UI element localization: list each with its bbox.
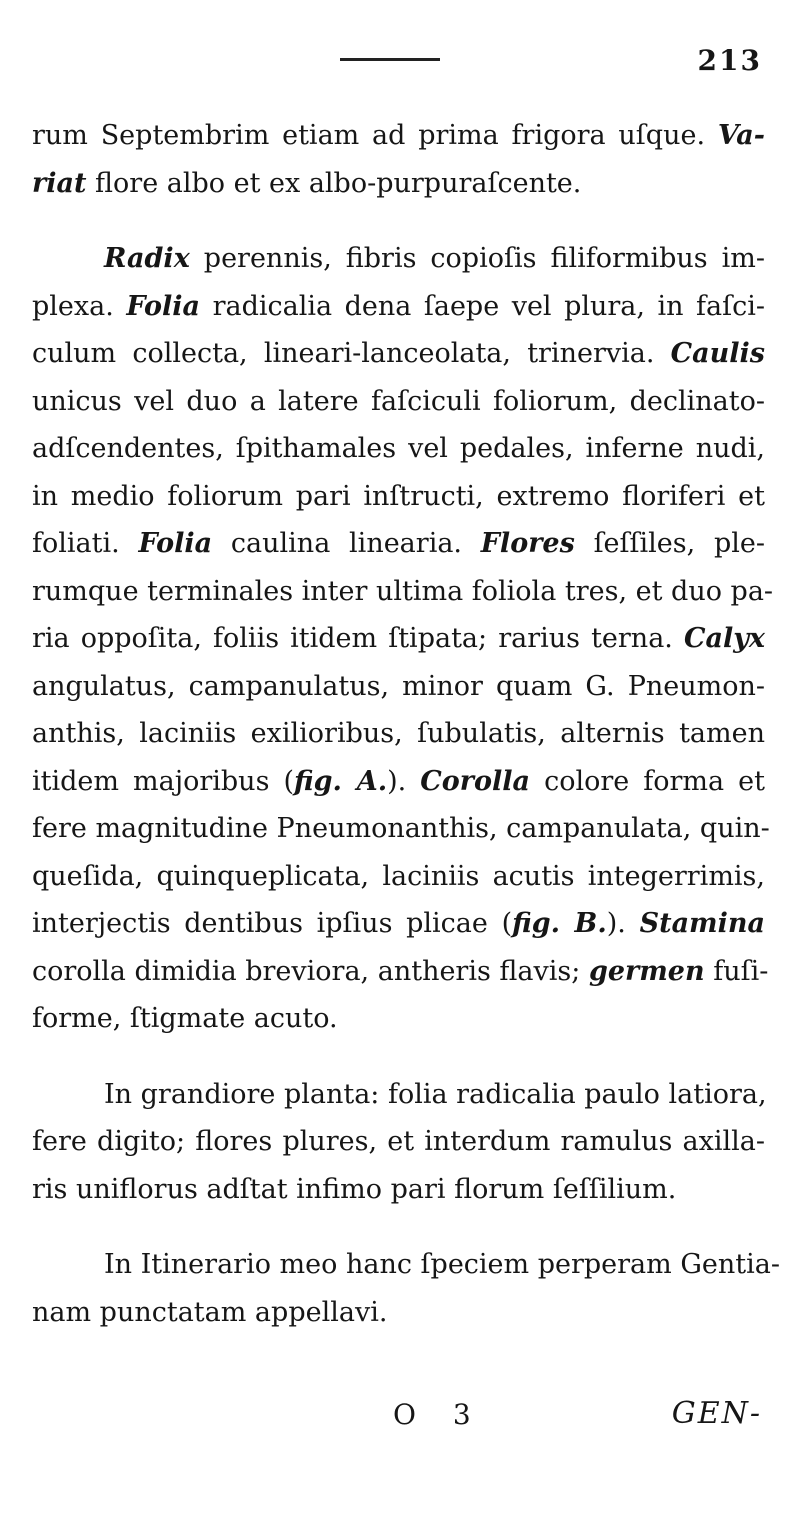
text-run: fere magnitudine Pneumonanthis, campanulata, quin- bbox=[32, 813, 770, 844]
text-run: ria oppoſita, foliis itidem ſtipata; rarius terna. bbox=[32, 623, 684, 654]
text-run: in medio foliorum pari inſtructi, extremo floriferi et bbox=[32, 480, 765, 512]
text-run: caulina linearia. bbox=[212, 528, 481, 559]
text-line bbox=[32, 160, 765, 208]
text-run: nam punctatam appellavi. bbox=[32, 1296, 388, 1328]
italic-term: Va- bbox=[717, 120, 765, 151]
text-run: ). bbox=[387, 765, 421, 797]
text-line bbox=[32, 473, 765, 521]
paragraph-gap bbox=[32, 207, 765, 235]
text-line bbox=[32, 758, 765, 806]
text-run: fere digito; flores plures, et interdum ramulus axilla- bbox=[32, 1126, 765, 1157]
text-run: adſcendentes, ſpithamales vel pedales, inferne nudi, bbox=[32, 433, 765, 464]
italic-term: riat bbox=[32, 167, 87, 199]
text-line bbox=[32, 1118, 765, 1166]
text-line bbox=[32, 710, 765, 758]
paragraph-gap bbox=[32, 1213, 765, 1241]
italic-term: germen bbox=[588, 955, 705, 987]
text-run: flore albo et ex albo-purpuraſcente. bbox=[86, 167, 582, 199]
text-run: itidem majoribus ( bbox=[32, 765, 294, 797]
text-run: angulatus, campanulatus, minor quam G. Pneumon- bbox=[32, 670, 765, 702]
text-run: culum collecta, lineari-lanceolata, trinervia. bbox=[32, 338, 671, 369]
catchword: GEN- bbox=[671, 1396, 762, 1431]
italic-term: Stamina bbox=[639, 908, 766, 939]
paragraph-gap bbox=[32, 1043, 765, 1071]
text-run: In grandiore planta: folia radicalia paulo latiora, bbox=[104, 1078, 767, 1110]
text-run: In Itinerario meo hanc ſpeciem perperam Gentia- bbox=[104, 1249, 780, 1280]
italic-term: Folia bbox=[126, 290, 201, 322]
text-line bbox=[32, 853, 765, 901]
text-run: fuſi- bbox=[704, 955, 769, 987]
italic-term: Caulis bbox=[670, 338, 765, 369]
text-run: ). bbox=[606, 908, 640, 939]
italic-term: Flores bbox=[480, 528, 575, 559]
page-number: 213 bbox=[697, 44, 762, 77]
text-run: rum Septembrim etiam ad prima frigora uſque. bbox=[32, 120, 718, 151]
text-run: foliati. bbox=[32, 528, 139, 559]
text-line bbox=[32, 378, 765, 426]
italic-term: fig. A. bbox=[294, 765, 388, 797]
text-run: interjectis dentibus ipſius plicae ( bbox=[32, 908, 513, 939]
text-line bbox=[32, 1166, 765, 1214]
text-run: plexa. bbox=[32, 290, 127, 322]
signature-mark: O 3 bbox=[393, 1398, 485, 1431]
italic-term: Folia bbox=[138, 528, 213, 559]
text-line bbox=[32, 948, 769, 996]
paragraph bbox=[32, 1241, 780, 1336]
italic-term: Calyx bbox=[683, 623, 765, 654]
text-run: ſeſſiles, ple- bbox=[574, 528, 765, 559]
text-line bbox=[32, 520, 765, 568]
body-text bbox=[32, 112, 780, 1336]
text-run: colore forma et bbox=[530, 765, 765, 797]
text-run: radicalia dena ſaepe vel plura, in faſci- bbox=[200, 290, 765, 322]
italic-term: Radix bbox=[104, 243, 190, 274]
text-line bbox=[32, 425, 765, 473]
paragraph bbox=[32, 112, 765, 207]
text-run: forme, ſtigmate acuto. bbox=[32, 1003, 338, 1034]
text-line bbox=[32, 112, 765, 160]
text-run: ris uniflorus adſtat infimo pari florum ſeſſilium. bbox=[32, 1173, 677, 1205]
text-line bbox=[32, 330, 765, 378]
text-line bbox=[32, 663, 765, 711]
text-line bbox=[32, 1289, 765, 1337]
italic-term: Corolla bbox=[420, 765, 531, 797]
text-line bbox=[32, 805, 770, 853]
text-run: anthis, laciniis exilioribus, ſubulatis, alternis tamen bbox=[32, 718, 765, 749]
text-line bbox=[32, 615, 765, 663]
text-line bbox=[32, 1241, 780, 1289]
text-run: queſida, quinqueplicata, laciniis acutis integerrimis, bbox=[32, 860, 765, 892]
text-line bbox=[32, 1071, 765, 1119]
header-rule bbox=[340, 58, 440, 61]
text-run: corolla dimidia breviora, antheris flavis; bbox=[32, 955, 589, 987]
italic-term: fig. B. bbox=[512, 908, 607, 939]
text-line bbox=[32, 568, 774, 616]
text-line bbox=[32, 283, 765, 331]
text-run: rumque terminales inter ultima foliola tres, et duo pa- bbox=[32, 575, 774, 607]
text-line bbox=[32, 900, 765, 948]
text-run: unicus vel duo a latere faſciculi foliorum, declinato- bbox=[32, 385, 765, 417]
paragraph bbox=[32, 1071, 765, 1214]
text-line bbox=[32, 235, 765, 283]
text-line bbox=[32, 995, 765, 1043]
text-run: perennis, fibris copioſis filiformibus im- bbox=[189, 243, 765, 274]
paragraph bbox=[32, 235, 774, 1043]
